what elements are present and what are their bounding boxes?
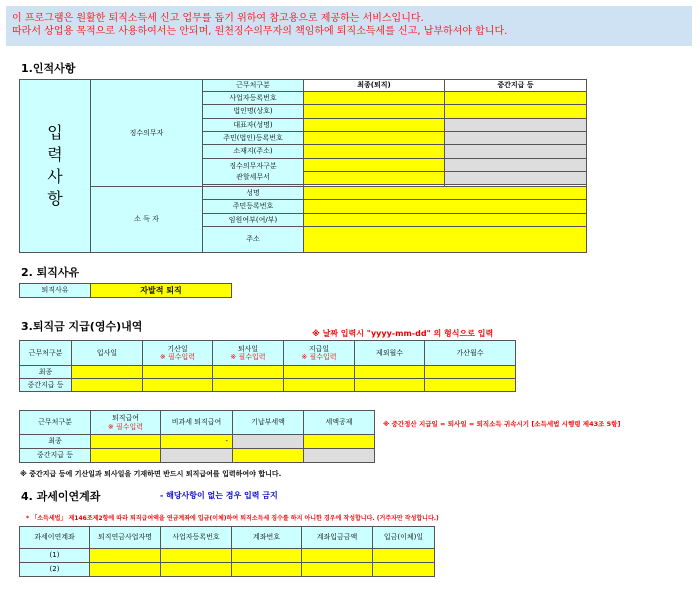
business-number-input[interactable] — [161, 563, 232, 577]
notice-line-1: 이 프로그램은 원활한 퇴직소득세 신고 업무를 돕기 위하여 참고용으로 제공하는 서비스입니다. — [12, 13, 424, 24]
account-number-input[interactable] — [232, 563, 302, 577]
header-nontax-severance: 비과세 퇴직급여 — [161, 411, 233, 435]
deposit-date-input[interactable] — [373, 563, 435, 577]
added-months-input[interactable] — [425, 379, 516, 392]
start-date-input[interactable] — [72, 379, 143, 392]
law-note: * 「소득세법」 제146조제2항에 따라 퇴직급여액을 연금계좌에 입금(이체)하여 퇴직소득세 징수를 하지 아니한 경우에 작성합니다. (거주자만 작성합니다.) — [26, 515, 439, 522]
header-business-number: 사업자등록번호 — [161, 527, 232, 549]
notice-banner — [6, 6, 692, 46]
header-deposit-date: 입금(이체)일 — [373, 527, 435, 549]
interim-disabled — [445, 145, 587, 159]
final-input[interactable] — [304, 172, 445, 185]
retire-date-input[interactable] — [213, 379, 284, 392]
account-row-label: (1) — [20, 549, 90, 563]
final-input[interactable] — [304, 132, 445, 145]
paid-tax-disabled — [233, 435, 304, 449]
interim-disabled — [445, 132, 587, 145]
header-pension-provider: 퇴직연금사업자명 — [90, 527, 161, 549]
payment-dates-table — [19, 340, 516, 392]
header-start-date: 입사일 — [72, 341, 143, 366]
row-label: 사업자등록번호 — [203, 92, 304, 105]
severance-pay-input[interactable] — [91, 449, 161, 463]
final-input[interactable] — [304, 105, 445, 119]
row-label: 주민(법인)등록번호 — [203, 132, 304, 145]
header-category: 근무처구분 — [20, 341, 72, 366]
header-pay-date: 지급일 ※ 필수입력 — [284, 341, 355, 366]
section3-title: 3.퇴직금 지급(영수)내역 — [21, 320, 143, 333]
header-tax-credit: 세액공제 — [304, 411, 375, 435]
nontax-severance-value[interactable]: - — [161, 435, 233, 449]
retirement-reason-table — [19, 283, 232, 298]
final-input[interactable] — [304, 159, 445, 172]
pension-provider-input[interactable] — [90, 549, 161, 563]
header-account-number: 계좌번호 — [232, 527, 302, 549]
row-final-label: 최종 — [20, 435, 91, 449]
interim-settlement-note: ※ 중간정산 지급일 = 퇴사일 = 퇴직소득 귀속시기 [소득세법 시행령 제43조 5항] — [383, 420, 621, 428]
paid-tax-input[interactable] — [233, 449, 304, 463]
header-interim: 중간지급 등 — [445, 80, 587, 92]
pay-date-input[interactable] — [284, 379, 355, 392]
pay-date-input[interactable] — [284, 366, 355, 379]
header-paid-tax: 기납부세액 — [233, 411, 304, 435]
recipient-input[interactable] — [304, 200, 587, 214]
header-excluded-months: 제외월수 — [355, 341, 425, 366]
header-calc-start-date: 기산일 ※ 필수입력 — [143, 341, 213, 366]
header-final: 최종(퇴직) — [304, 80, 445, 92]
business-number-input[interactable] — [161, 549, 232, 563]
row-label: 성명 — [203, 187, 304, 200]
severance-pay-input[interactable] — [91, 435, 161, 449]
interim-disabled — [445, 119, 587, 132]
row-label: 대표자(성명) — [203, 119, 304, 132]
header-deferred-account: 과세이연계좌 — [20, 527, 90, 549]
deposit-date-input[interactable] — [373, 549, 435, 563]
final-input[interactable] — [304, 145, 445, 159]
final-input[interactable] — [304, 92, 445, 105]
recipient-address-input[interactable] — [304, 227, 587, 253]
start-date-input[interactable] — [72, 366, 143, 379]
deferred-account-table — [19, 526, 435, 577]
interim-entry-note: ※ 중간지급 등에 기산일과 퇴사일을 기재하면 반드시 퇴직급여를 입력하여야 합니다. — [20, 470, 282, 478]
row-final-label: 최종 — [20, 366, 72, 379]
row-label: 주민등록번호 — [203, 200, 304, 214]
row-interim-label: 중간지급 등 — [20, 449, 91, 463]
header-deposit-amount: 계좌입금금액 — [302, 527, 373, 549]
recipient-group-label: 소 득 자 — [91, 187, 203, 253]
no-input-note: - 해당사항이 없는 경우 입력 금지 — [160, 491, 278, 500]
interim-input[interactable] — [445, 105, 587, 119]
section4-title: 4. 과세이연계좌 — [21, 490, 101, 503]
row-label: 임원여부(여/부) — [203, 214, 304, 227]
row-label: 소재지(주소) — [203, 145, 304, 159]
retirement-reason-label: 퇴직사유 — [20, 284, 91, 298]
pension-provider-input[interactable] — [90, 563, 161, 577]
notice-line-2: 따라서 상업용 목적으로 사용하여서는 안되며, 원천징수의무자의 책임하에 퇴직소득세를 신고, 납부하셔야 합니다. — [12, 26, 508, 37]
personal-info-table — [19, 79, 587, 253]
deposit-amount-input[interactable] — [302, 549, 373, 563]
tax-credit-disabled — [304, 449, 375, 463]
section2-title: 2. 퇴직사유 — [21, 266, 80, 279]
date-format-note: ※ 날짜 입력시 "yyyy-mm-dd" 의 형식으로 입력 — [312, 329, 494, 338]
interim-input[interactable] — [445, 92, 587, 105]
row-label-payer-type: 징수의무자구분 관할세무서 — [203, 159, 304, 185]
row-label: 주소 — [203, 227, 304, 253]
account-row-label: (2) — [20, 563, 90, 577]
account-number-input[interactable] — [232, 549, 302, 563]
payer-group-label: 징수의무자 — [91, 80, 203, 187]
header-severance-pay: 퇴직급여 ※ 필수입력 — [91, 411, 161, 435]
calc-start-date-input[interactable] — [143, 379, 213, 392]
row-label: 법인명(상호) — [203, 105, 304, 119]
final-input[interactable] — [304, 119, 445, 132]
nontax-severance-disabled — [161, 449, 233, 463]
header-retire-date: 퇴사일 ※ 필수입력 — [213, 341, 284, 366]
input-section-label: 입 력 사 항 — [20, 80, 91, 253]
interim-disabled — [445, 159, 587, 172]
excluded-months-input[interactable] — [355, 379, 425, 392]
recipient-input[interactable] — [304, 187, 587, 200]
tax-credit-input[interactable] — [304, 435, 375, 449]
retirement-reason-select[interactable]: 자발적 퇴직 — [91, 284, 232, 298]
calc-start-date-input[interactable] — [143, 366, 213, 379]
section1-title: 1.인적사항 — [21, 62, 76, 75]
header-category: 근무처구분 — [20, 411, 91, 435]
added-months-input[interactable] — [425, 366, 516, 379]
deposit-amount-input[interactable] — [302, 563, 373, 577]
severance-amount-table — [19, 410, 375, 463]
excluded-months-input[interactable] — [355, 366, 425, 379]
header-added-months: 가산월수 — [425, 341, 516, 366]
row-interim-label: 중간지급 등 — [20, 379, 72, 392]
interim-disabled — [445, 172, 587, 185]
recipient-input[interactable] — [304, 214, 587, 227]
header-category: 근무처구분 — [203, 80, 304, 92]
retire-date-input[interactable] — [213, 366, 284, 379]
